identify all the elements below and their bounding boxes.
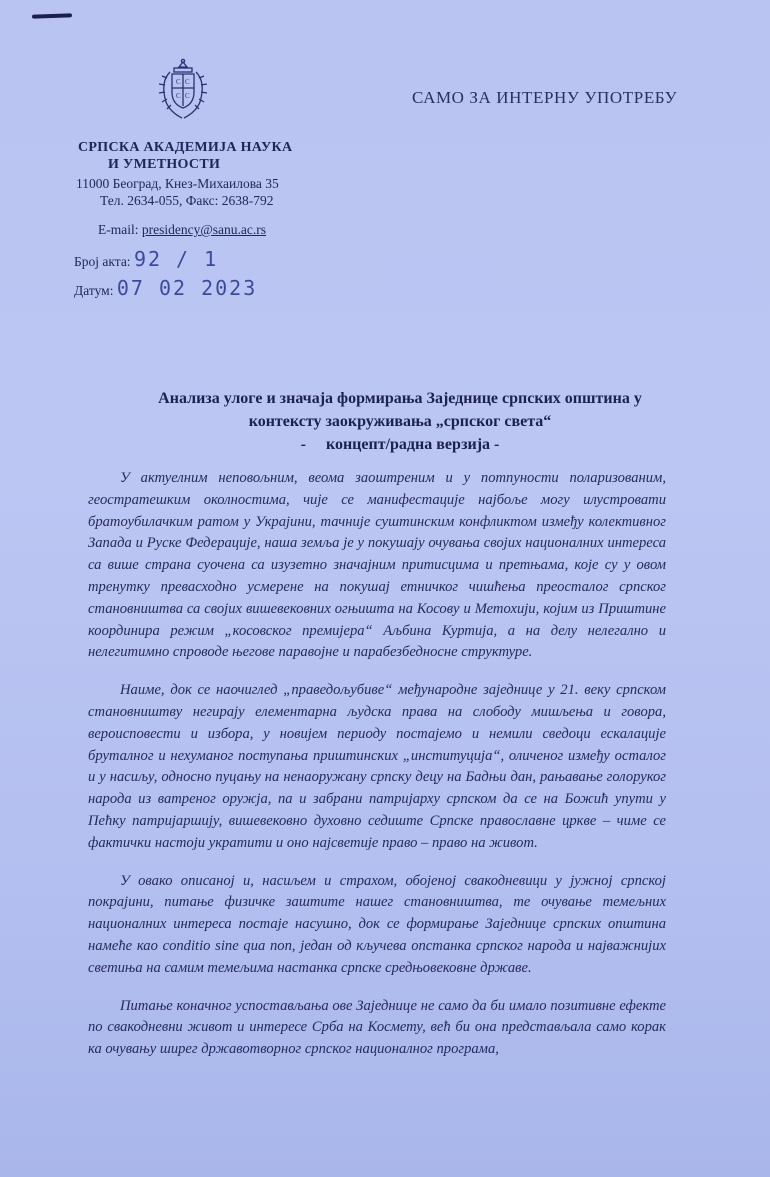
- paragraph-4: Питање коначног успостављања ове Заједнице не само да би имало позитивне ефекте по свакодневни живот и интересе Срба на Космету, већ би она представљала само корак ка очувању ширег државотворног српског националног програма,: [88, 997, 666, 1058]
- email-row: [98, 222, 266, 238]
- act-number-label: Број акта:: [74, 254, 131, 269]
- document-body: [88, 468, 666, 1077]
- paragraph-1: У актуелним неповољним, веома заоштреним и у потпуности поларизованим, геостратешким околностима, чије се манифестације најбоље могу илустровати братоубилачким ратом у Украјини, тачније суштинским конфликтом између колективног Запада и Руске Федерације, наша земља је у покушају очувања својих националних интереса са више страна суочена са изузетно значајним притисцима и претњама, које су у овом тренутку превасходно усмерене на покушај етничког чишћења преосталог српског становништва са својих вишевековних огњишта на Косову и Метохији, којим из Приштине координира режим „косовског премијера“ Аљбина Куртија, а на делу нелегално и нелегитимно спроводе његове паравојне и парабезбедносне структуре.: [88, 470, 666, 661]
- institution-name-line1: СРПСКА АКАДЕМИЈА НАУКА: [78, 140, 293, 155]
- svg-text:С: С: [176, 92, 181, 100]
- institution-address: 11000 Београд, Кнез-Михаилова 35: [76, 176, 279, 191]
- pen-stroke-mark: [32, 13, 72, 18]
- paragraph-3: У овако описаној и, насиљем и страхом, обојеној свакодневици у јужној српској покрајини, питање физичке заштите нашег становништва, те очување темељних националних интереса постаје насушно, док се формирање Заједнице српских општина намеће као conditio sine qua non, један од кључева опстанка српског народа и најважнијих светиња на самим темељима настанка српске средњовековне државе.: [88, 872, 666, 976]
- date-value: 07 02 2023: [116, 276, 258, 300]
- svg-text:С: С: [185, 78, 190, 86]
- date-label: Датум:: [74, 283, 114, 298]
- email-link[interactable]: presidency@sanu.ac.rs: [141, 222, 267, 237]
- sanu-coat-of-arms-icon: [150, 58, 216, 124]
- document-title-line1: Анализа улоге и значаја формирања Заједнице српских општина у: [158, 390, 642, 407]
- svg-text:С: С: [185, 92, 190, 100]
- institution-name-line2: И УМЕТНОСТИ: [108, 157, 221, 172]
- institution-phone-fax: Тел. 2634-055, Факс: 2638-792: [100, 193, 274, 208]
- act-number-value: 92 / 1: [133, 247, 219, 271]
- document-title-line3: - концепт/радна верзија -: [300, 436, 500, 453]
- internal-use-stamp: САМО ЗА ИНТЕРНУ УПОТРЕБУ: [412, 88, 678, 107]
- date-row: [74, 276, 257, 300]
- email-label: E-mail:: [98, 222, 139, 237]
- document-title-line2: контексту заокруживања „српског света“: [248, 413, 552, 430]
- svg-text:С: С: [176, 78, 181, 86]
- act-number-row: [74, 247, 218, 271]
- paragraph-2: Наиме, док се наочиглед „праведољубиве“ међународне заједнице у 21. веку српском становништву негирају елементарна људска права на слободу мишљења и говора, вероисповести и избора, у новијем периоду постајемо и немили сведоци ескалације бруталног и нехуманог поступања приштинских „институција“, оличеног између осталог и у насиљу, односно пуцању на ненаоружану српску децу на Бадњи дан, рањавање голоруког народа из ватреног оружја, па и забрани патријарху српском да се на Божић упути у Пећку патријаршију, вишевековно духовно седиште Српске православне цркве – чиме се фактички настоји укратити и оно најсветије право – право на живот.: [88, 682, 666, 851]
